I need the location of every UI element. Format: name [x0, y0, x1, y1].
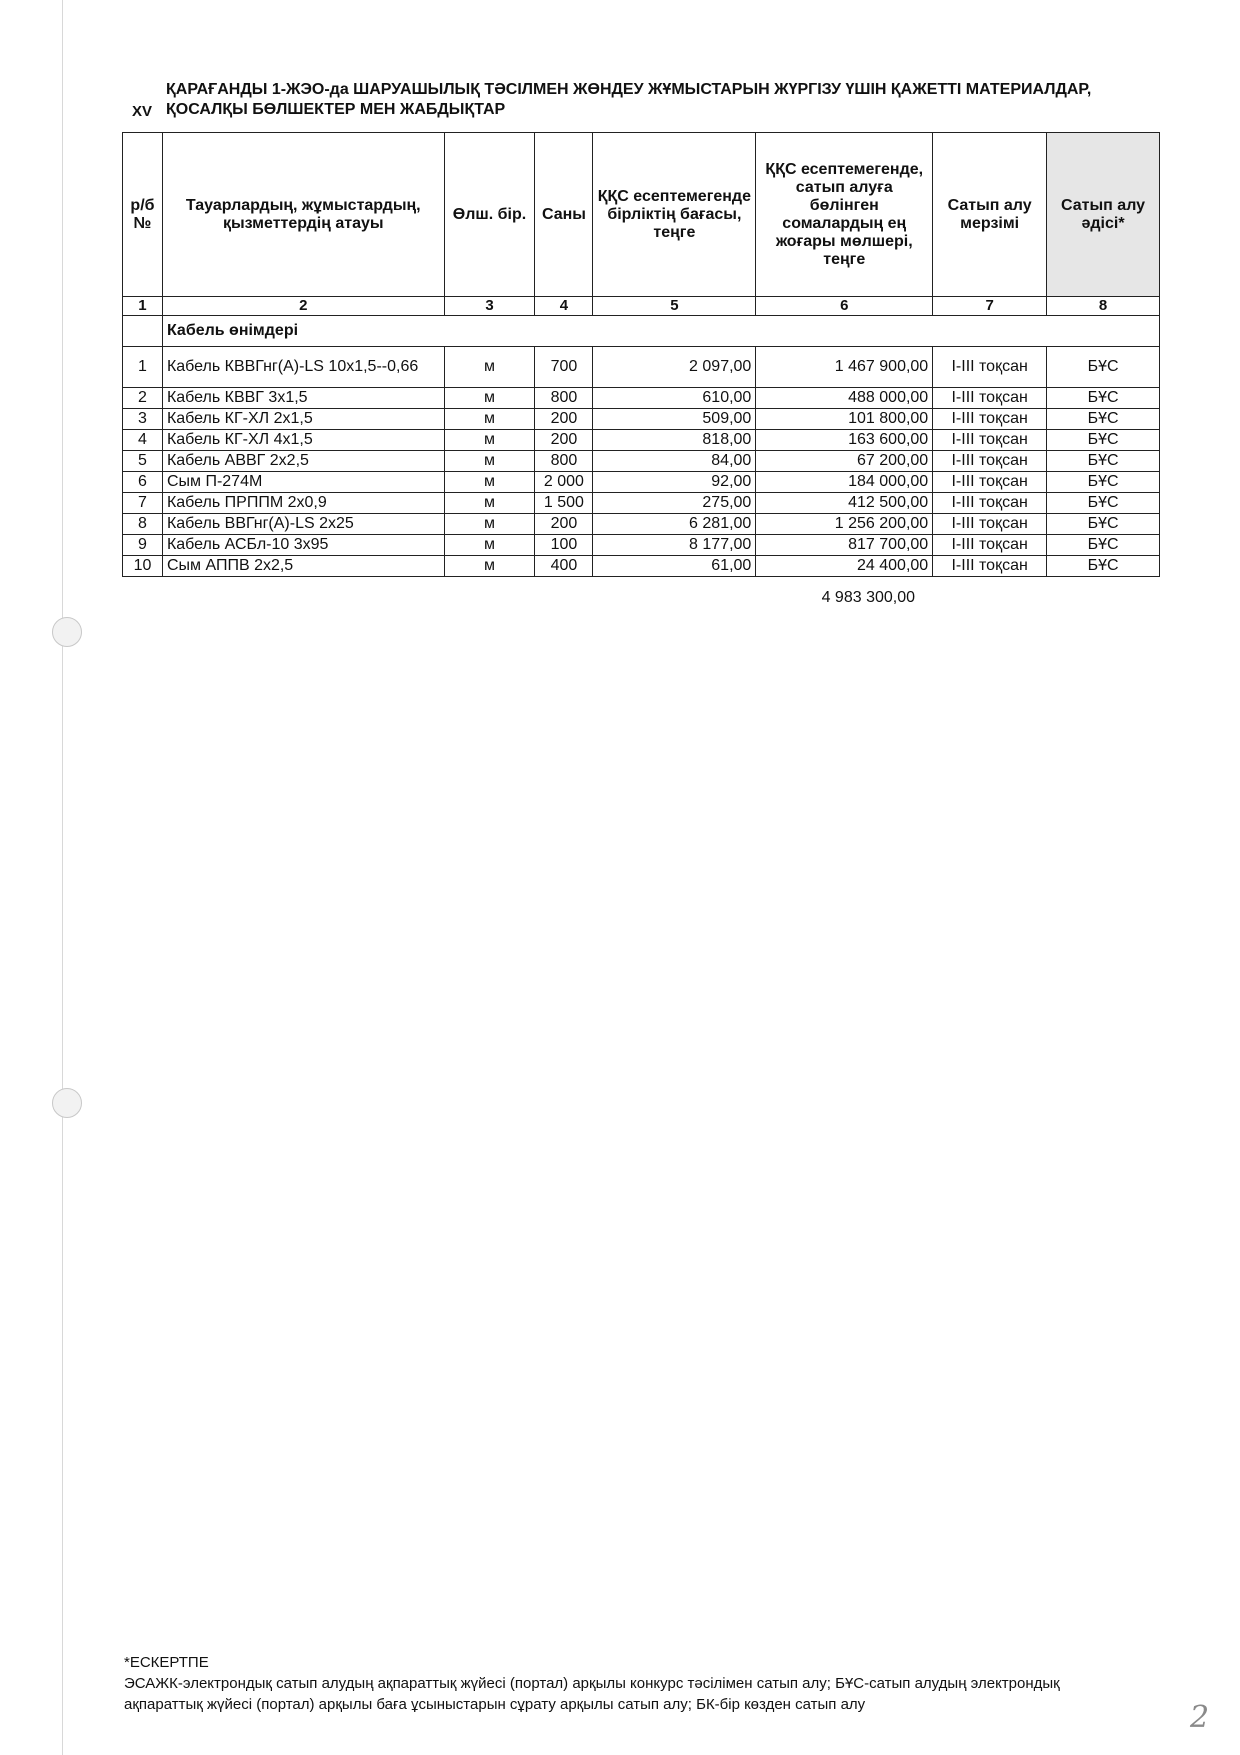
item-period: I-III тоқсан	[933, 451, 1047, 472]
item-quantity: 200	[535, 514, 593, 535]
item-unit-price: 509,00	[593, 409, 756, 430]
item-unit: м	[444, 535, 535, 556]
group-row	[123, 316, 1160, 347]
item-unit-price: 84,00	[593, 451, 756, 472]
materials-table	[122, 132, 1160, 577]
table-row	[123, 535, 1160, 556]
item-unit: м	[444, 430, 535, 451]
item-quantity: 700	[535, 347, 593, 388]
item-unit: м	[444, 388, 535, 409]
item-unit: м	[444, 451, 535, 472]
item-amount: 67 200,00	[756, 451, 933, 472]
section-number: XV	[132, 103, 153, 120]
item-period: I-III тоқсан	[933, 409, 1047, 430]
item-unit: м	[444, 347, 535, 388]
item-amount: 163 600,00	[756, 430, 933, 451]
column-number: 5	[593, 297, 756, 316]
item-period: I-III тоқсан	[933, 430, 1047, 451]
item-method: БҰС	[1047, 493, 1160, 514]
item-period: I-III тоқсан	[933, 472, 1047, 493]
item-quantity: 100	[535, 535, 593, 556]
column-number: 2	[162, 297, 444, 316]
column-number: 3	[444, 297, 535, 316]
row-number: 8	[123, 514, 163, 535]
item-unit-price: 2 097,00	[593, 347, 756, 388]
item-method: БҰС	[1047, 535, 1160, 556]
item-method: БҰС	[1047, 472, 1160, 493]
header-cell: ҚҚС есептемегенде, сатып алуға бөлінген сомалардың ең жоғары мөлшері, теңге	[756, 133, 933, 297]
item-quantity: 800	[535, 451, 593, 472]
column-number: 7	[933, 297, 1047, 316]
item-amount: 24 400,00	[756, 556, 933, 577]
item-period: I-III тоқсан	[933, 493, 1047, 514]
item-name: Кабель АСБл-10 3х95	[162, 535, 444, 556]
table-row	[123, 409, 1160, 430]
handwritten-page-number: 2	[1190, 1700, 1210, 1735]
item-name: Сым АППВ 2х2,5	[162, 556, 444, 577]
item-method: БҰС	[1047, 388, 1160, 409]
item-amount: 184 000,00	[756, 472, 933, 493]
item-amount: 488 000,00	[756, 388, 933, 409]
item-method: БҰС	[1047, 451, 1160, 472]
item-name: Кабель КГ-ХЛ 2х1,5	[162, 409, 444, 430]
table-row	[123, 493, 1160, 514]
row-number: 7	[123, 493, 163, 514]
row-number: 3	[123, 409, 163, 430]
section-title: ҚАРАҒАНДЫ 1-ЖЭО-да ШАРУАШЫЛЫҚ ТӘСІЛМЕН ЖӨНДЕУ ЖҰМЫСТАРЫН ЖҮРГІЗУ ҮШІН ҚАЖЕТТІ МАТЕРИАЛДАР, ҚОСАЛҚЫ БӨЛШЕКТЕР МЕН ЖАБДЫҚТАР	[166, 81, 1092, 118]
row-number: 1	[123, 347, 163, 388]
item-name: Кабель КВВГ 3х1,5	[162, 388, 444, 409]
item-method: БҰС	[1047, 430, 1160, 451]
footnote-text: ЭСАЖК-электрондық сатып алудың ақпараттық жүйесі (портал) арқылы конкурс тәсілімен сатып алу; БҰС-сатып алудың электрондық ақпараттық жүйесі (портал) арқылы баға ұсыныстарын сұрату арқылы сатып алу; БК-бір көзден сатып алу	[124, 1675, 1060, 1713]
item-method: БҰС	[1047, 409, 1160, 430]
column-number: 4	[535, 297, 593, 316]
row-number: 10	[123, 556, 163, 577]
item-unit-price: 6 281,00	[593, 514, 756, 535]
page-edge	[62, 0, 63, 1755]
item-unit-price: 275,00	[593, 493, 756, 514]
footnote	[124, 1652, 1124, 1715]
item-quantity: 400	[535, 556, 593, 577]
header-cell: Тауарлардың, жұмыстардың, қызметтердің атауы	[162, 133, 444, 297]
header-cell: Өлш. бір.	[444, 133, 535, 297]
group-title: Кабель өнімдері	[162, 316, 1159, 347]
column-number: 8	[1047, 297, 1160, 316]
item-quantity: 800	[535, 388, 593, 409]
item-amount: 412 500,00	[756, 493, 933, 514]
column-number: 1	[123, 297, 163, 316]
grand-total: 4 983 300,00	[821, 589, 915, 606]
header-row	[123, 133, 1160, 297]
item-amount: 101 800,00	[756, 409, 933, 430]
item-unit: м	[444, 493, 535, 514]
column-number: 6	[756, 297, 933, 316]
item-method: БҰС	[1047, 514, 1160, 535]
item-unit-price: 610,00	[593, 388, 756, 409]
item-method: БҰС	[1047, 347, 1160, 388]
header-cell: Сатып алу әдісі*	[1047, 133, 1160, 297]
header-cell: ҚҚС есептемегенде бірліктің бағасы, теңге	[593, 133, 756, 297]
header-cell: Саны	[535, 133, 593, 297]
item-name: Кабель ВВГнг(А)-LS 2х25	[162, 514, 444, 535]
item-unit-price: 92,00	[593, 472, 756, 493]
item-unit-price: 818,00	[593, 430, 756, 451]
item-name: Кабель КГ-ХЛ 4х1,5	[162, 430, 444, 451]
column-number-row	[123, 297, 1160, 316]
item-method: БҰС	[1047, 556, 1160, 577]
item-quantity: 200	[535, 409, 593, 430]
row-number: 5	[123, 451, 163, 472]
item-quantity: 2 000	[535, 472, 593, 493]
item-period: I-III тоқсан	[933, 556, 1047, 577]
punch-hole	[52, 617, 82, 647]
item-unit: м	[444, 556, 535, 577]
row-number: 9	[123, 535, 163, 556]
item-amount: 1 256 200,00	[756, 514, 933, 535]
table-row	[123, 430, 1160, 451]
table-row	[123, 556, 1160, 577]
item-period: I-III тоқсан	[933, 347, 1047, 388]
item-name: Кабель АВВГ 2х2,5	[162, 451, 444, 472]
item-period: I-III тоқсан	[933, 535, 1047, 556]
item-unit-price: 61,00	[593, 556, 756, 577]
item-amount: 817 700,00	[756, 535, 933, 556]
table-row	[123, 472, 1160, 493]
row-number: 6	[123, 472, 163, 493]
item-name: Кабель ПРППМ 2х0,9	[162, 493, 444, 514]
item-unit: м	[444, 472, 535, 493]
item-quantity: 1 500	[535, 493, 593, 514]
row-number: 4	[123, 430, 163, 451]
item-period: I-III тоқсан	[933, 388, 1047, 409]
item-period: I-III тоқсан	[933, 514, 1047, 535]
item-unit-price: 8 177,00	[593, 535, 756, 556]
table-row	[123, 388, 1160, 409]
item-unit: м	[444, 514, 535, 535]
header-cell: Сатып алу мерзімі	[933, 133, 1047, 297]
table-row	[123, 347, 1160, 388]
item-quantity: 200	[535, 430, 593, 451]
item-name: Сым П-274М	[162, 472, 444, 493]
table-row	[123, 451, 1160, 472]
footnote-title: *ЕСКЕРТПЕ	[124, 1654, 209, 1671]
row-number: 2	[123, 388, 163, 409]
table-row	[123, 514, 1160, 535]
item-unit: м	[444, 409, 535, 430]
item-amount: 1 467 900,00	[756, 347, 933, 388]
item-name: Кабель КВВГнг(А)-LS 10х1,5--0,66	[162, 347, 444, 388]
punch-hole	[52, 1088, 82, 1118]
header-cell: р/б №	[123, 133, 163, 297]
